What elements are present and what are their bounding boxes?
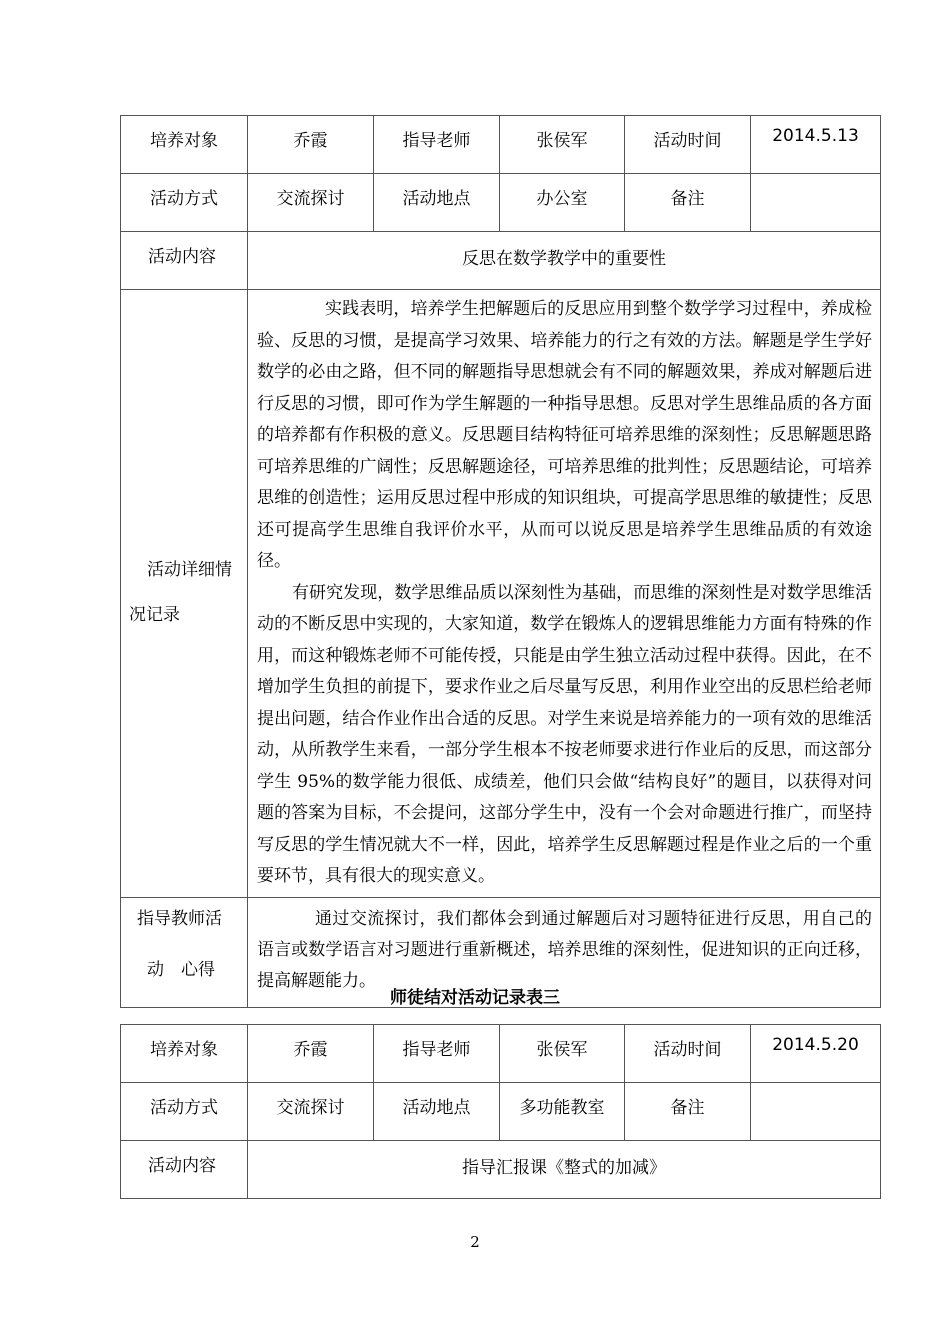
mentor-label-line2: 动 心得 [147,960,215,980]
notes-value [751,174,881,232]
content-value: 反思在数学教学中的重要性 [248,232,881,290]
target-value: 乔霞 [248,116,374,174]
time-label: 活动时间 [625,1025,751,1083]
detail-record [248,290,881,898]
notes-label: 备注 [625,174,751,232]
teacher-value: 张侯军 [500,116,625,174]
detail-paragraph-2: 有研究发现，数学思维品质以深刻性为基础，而思维的深刻性是对数学思维活动的不断反思中实现的，大家知道，数学在锻炼人的逻辑思维能力方面有特殊的作用，而这种锻炼老师不可能传授，只能是由学生独立活动过程中获得。因此，在不增加学生负担的前提下，要求作业之后尽量写反思，利用作业空出的反思栏给老师提出问题，结合作业作出合适的反思。对学生来说是培养能力的一项有效的思维活动，从所教学生来看，一部分学生根本不按老师要求进行作业后的反思，而这部分学生 95%的数学能力很低、成绩差，他们只会做“结构良好”的题目，以获得对问题的答案为目标，不会提问，这部分学生中，没有一个会对命题进行推广，而坚持写反思的学生情况就大不一样，因此，培养学生反思解题过程是作业之后的一个重要环节，具有很大的现实意义。 [257,582,872,886]
teacher-label: 指导老师 [374,116,500,174]
teacher-value: 张侯军 [500,1025,625,1083]
place-value: 多功能教室 [500,1083,625,1141]
target-label: 培养对象 [121,116,248,174]
time-label: 活动时间 [625,116,751,174]
page-number: 2 [470,1233,480,1251]
mentor-label-line1: 指导教师活 [137,908,222,929]
place-label: 活动地点 [374,174,500,232]
target-value: 乔霞 [248,1025,374,1083]
teacher-label: 指导老师 [374,1025,500,1083]
activity-record-table-2 [120,1024,881,1199]
time-value: 2014.5.13 [751,116,881,174]
notes-value [751,1083,881,1141]
target-label: 培养对象 [121,1025,248,1083]
detail-label [121,290,248,898]
mode-value: 交流探讨 [248,1083,374,1141]
mode-label: 活动方式 [121,174,248,232]
time-value: 2014.5.20 [751,1025,881,1083]
section-title: 师徒结对活动记录表三 [390,988,560,1008]
activity-record-table-1 [120,115,881,1008]
content-label: 活动内容 [121,1141,248,1199]
content-value: 指导汇报课《整式的加减》 [248,1141,881,1199]
notes-label: 备注 [625,1083,751,1141]
mentor-reflection-text: 通过交流探讨，我们都体会到通过解题后对习题特征进行反思，用自己的语言或数学语言对习题进行重新概述，培养思维的深刻性，促进知识的正向迁移，提高解题能力。 [257,908,872,991]
detail-paragraph-1: 实践表明，培养学生把解题后的反思应用到整个数学学习过程中，养成检验、反思的习惯，是提高学习效果、培养能力的行之有效的方法。解题是学生学好数学的必由之路，但不同的解题指导思想就会有不同的解题效果，养成对解题后进行反思的习惯，即可作为学生解题的一种指导思想。反思对学生思维品质的各方面的培养都有作积极的意义。反思题目结构特征可培养思维的深刻性；反思解题思路可培养思维的广阔性；反思解题途径，可培养思维的批判性；反思题结论，可培养思维的创造性；运用反思过程中形成的知识组块，可提高学思思维的敏捷性；反思还可提高学生思维自我评价水平，从而可以说反思是培养学生思维品质的有效途径。 [257,299,872,571]
place-value: 办公室 [500,174,625,232]
detail-label-line2: 况记录 [129,604,180,625]
mode-label: 活动方式 [121,1083,248,1141]
content-label: 活动内容 [121,232,248,290]
place-label: 活动地点 [374,1083,500,1141]
detail-label-line1: 活动详细情 [147,560,232,581]
mode-value: 交流探讨 [248,174,374,232]
